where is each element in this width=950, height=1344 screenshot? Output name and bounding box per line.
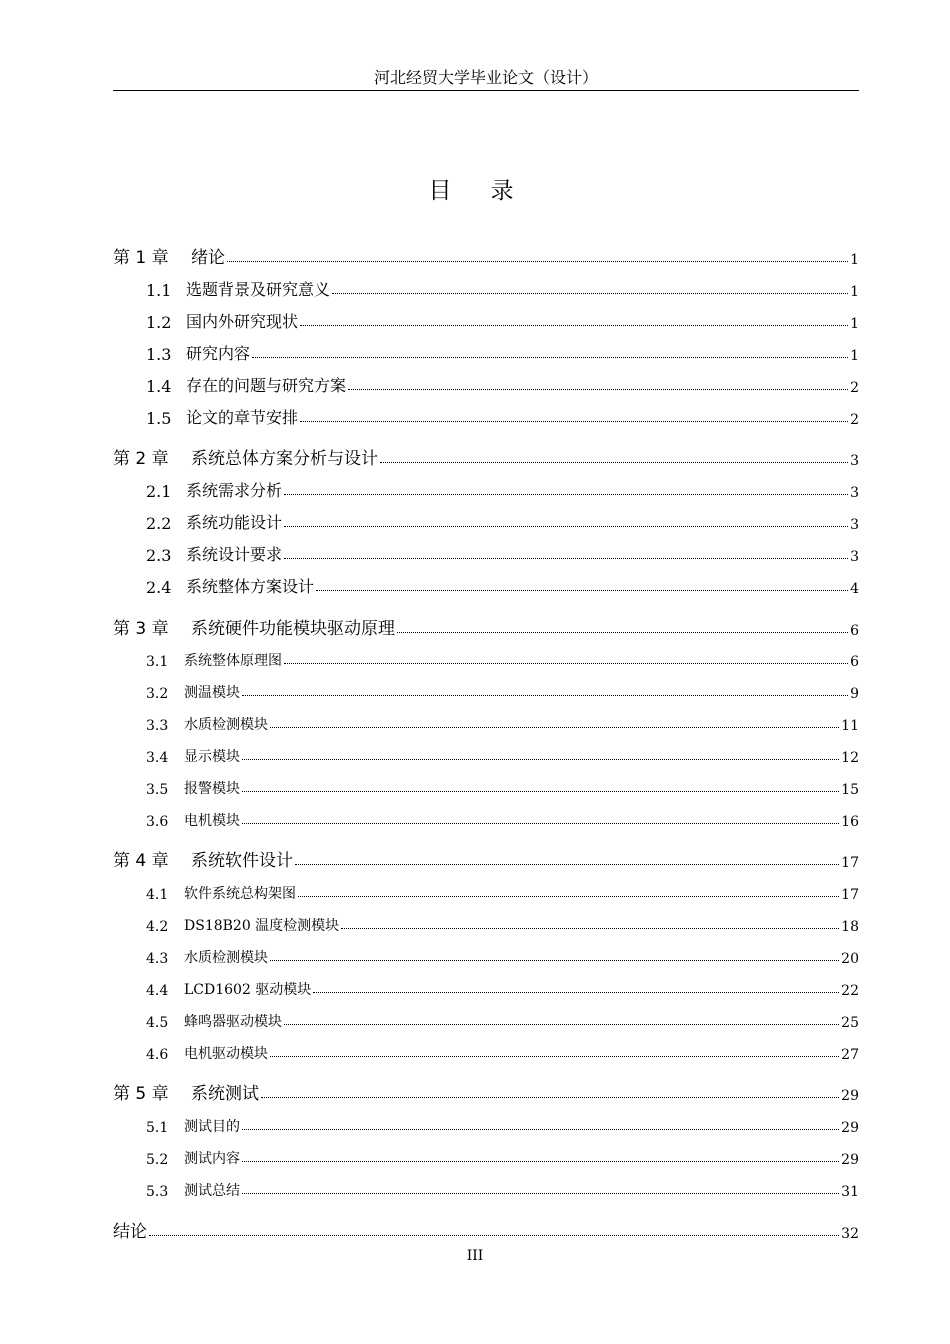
toc-entry-label: 系统设计要求 <box>186 545 283 564</box>
dot-leader <box>242 1128 839 1130</box>
toc-entry-number: 4.6 <box>146 1047 169 1063</box>
toc-entry[interactable] <box>113 370 859 396</box>
dot-leader <box>242 758 839 760</box>
toc-entry[interactable] <box>113 507 859 533</box>
toc-entry[interactable] <box>113 676 859 702</box>
toc-entry-number: 4.3 <box>146 951 169 967</box>
dot-leader <box>300 324 848 326</box>
toc-entry-label: 国内外研究现状 <box>186 312 299 331</box>
toc-entry-number: 4.1 <box>146 887 169 903</box>
toc-entry-page: 4 <box>850 581 859 597</box>
toc-entry[interactable] <box>113 1078 859 1104</box>
toc-entry-number: 5.3 <box>146 1184 169 1200</box>
toc-entry[interactable] <box>113 1216 859 1242</box>
toc-entry[interactable] <box>113 475 859 501</box>
toc-entry[interactable] <box>113 1142 859 1168</box>
dot-leader <box>242 822 839 824</box>
toc-entry-page: 6 <box>850 623 859 639</box>
toc-entry-page: 3 <box>850 549 859 565</box>
toc-entry-number: 4.2 <box>146 919 169 935</box>
toc-entry[interactable] <box>113 402 859 428</box>
toc-entry-label: DS18B20 温度检测模块 <box>184 918 340 934</box>
toc-entry-label: 测温模块 <box>184 685 240 701</box>
toc-entry-page: 1 <box>850 284 859 300</box>
toc-entry-label: 测试内容 <box>184 1151 240 1167</box>
toc-entry[interactable] <box>113 740 859 766</box>
dot-leader <box>300 420 848 422</box>
toc-entry[interactable] <box>113 941 859 967</box>
toc-entry-label: 系统软件设计 <box>191 851 293 871</box>
toc-entry-page: 15 <box>841 782 859 798</box>
dot-leader <box>270 726 839 728</box>
toc-entry-label: 研究内容 <box>186 344 251 363</box>
toc-entry-label: 系统测试 <box>191 1084 259 1104</box>
dot-leader <box>242 1160 839 1162</box>
toc-entry[interactable] <box>113 708 859 734</box>
toc-entry-number: 3.1 <box>146 654 169 670</box>
toc-entry-label: 选题背景及研究意义 <box>186 280 331 299</box>
toc-entry-page: 29 <box>841 1088 859 1104</box>
toc-title: 目 录 <box>428 178 522 204</box>
toc-entry-label: 系统功能设计 <box>186 513 283 532</box>
dot-leader <box>242 790 839 792</box>
toc-entry-number: 3.3 <box>146 718 169 734</box>
toc-entry-number: 1.2 <box>146 313 172 332</box>
toc-entry-label: 存在的问题与研究方案 <box>186 376 347 395</box>
dot-leader <box>316 589 848 591</box>
toc-entry-page: 1 <box>850 316 859 332</box>
toc-entry-number: 2.3 <box>146 546 172 565</box>
toc-entry-page: 9 <box>850 686 859 702</box>
toc-entry[interactable] <box>113 443 859 469</box>
toc-entry-page: 11 <box>841 718 859 734</box>
dot-leader <box>341 927 839 929</box>
toc-entry-label: 报警模块 <box>184 781 240 797</box>
dot-leader <box>284 493 848 495</box>
toc-entry[interactable] <box>113 804 859 830</box>
toc-entry-page: 22 <box>841 983 859 999</box>
toc-entry-label: LCD1602 驱动模块 <box>184 982 312 998</box>
dot-leader <box>332 292 848 294</box>
dot-leader <box>284 557 848 559</box>
toc-entry[interactable] <box>113 539 859 565</box>
toc-entry[interactable] <box>113 973 859 999</box>
running-header: 河北经贸大学毕业论文（设计） <box>373 68 598 87</box>
toc-entry-page: 29 <box>841 1120 859 1136</box>
dot-leader <box>261 1096 839 1098</box>
toc-entry[interactable] <box>113 845 859 871</box>
toc-entry-label: 蜂鸣器驱动模块 <box>184 1014 282 1030</box>
toc-entry-label: 水质检测模块 <box>184 950 268 966</box>
dot-leader <box>295 863 839 865</box>
toc-entry-number: 1.1 <box>146 281 172 300</box>
toc-entry-number: 第 1 章 <box>113 248 169 268</box>
toc-entry[interactable] <box>113 571 859 597</box>
toc-entry[interactable] <box>113 1037 859 1063</box>
dot-leader <box>242 694 848 696</box>
toc-entry-number: 1.5 <box>146 409 172 428</box>
toc-entry[interactable] <box>113 772 859 798</box>
toc-entry-number: 3.5 <box>146 782 169 798</box>
toc-entry-page: 20 <box>841 951 859 967</box>
toc-entry[interactable] <box>113 338 859 364</box>
toc-entry-page: 2 <box>850 380 859 396</box>
toc-entry[interactable] <box>113 909 859 935</box>
toc-entry-label: 测试总结 <box>184 1183 240 1199</box>
toc-entry-number: 3.2 <box>146 686 169 702</box>
dot-leader <box>270 1055 839 1057</box>
toc-entry-label: 电机模块 <box>184 813 240 829</box>
toc-entry-page: 27 <box>841 1047 859 1063</box>
toc-entry-label: 论文的章节安排 <box>186 408 299 427</box>
toc-entry-page: 2 <box>850 412 859 428</box>
toc-entry[interactable] <box>113 306 859 332</box>
toc-entry-number: 第 3 章 <box>113 619 169 639</box>
toc-entry-number: 4.4 <box>146 983 169 999</box>
toc-entry-label: 系统整体原理图 <box>184 653 282 669</box>
dot-leader <box>313 991 839 993</box>
toc-entry-page: 3 <box>850 453 859 469</box>
toc-entry-label: 系统整体方案设计 <box>186 577 315 596</box>
toc-entry-number: 5.2 <box>146 1152 169 1168</box>
dot-leader <box>397 631 848 633</box>
toc-entry[interactable] <box>113 274 859 300</box>
dot-leader <box>380 461 848 463</box>
dot-leader <box>252 356 848 358</box>
toc-entry-page: 12 <box>841 750 859 766</box>
toc-entry[interactable] <box>113 242 859 268</box>
toc-entry-page: 1 <box>850 348 859 364</box>
toc-entry-label: 显示模块 <box>184 749 240 765</box>
dot-leader <box>284 662 848 664</box>
toc-entry-number: 第 2 章 <box>113 449 169 469</box>
dot-leader <box>227 260 848 262</box>
toc-entry[interactable] <box>113 1174 859 1200</box>
toc-entry[interactable] <box>113 613 859 639</box>
toc-entry-page: 16 <box>841 814 859 830</box>
toc-entry-number: 5.1 <box>146 1120 169 1136</box>
toc-entry-number: 第 4 章 <box>113 851 169 871</box>
toc-entry-label: 电机驱动模块 <box>184 1046 268 1062</box>
toc-entry-label: 系统总体方案分析与设计 <box>191 449 378 469</box>
toc-entry-number: 1.3 <box>146 345 172 364</box>
toc-entry[interactable] <box>113 1110 859 1136</box>
dot-leader <box>242 1192 839 1194</box>
dot-leader <box>298 895 839 897</box>
toc-entry-number: 2.1 <box>146 482 172 501</box>
toc-entry[interactable] <box>113 877 859 903</box>
toc-entry-label: 水质检测模块 <box>184 717 268 733</box>
toc-entry-page: 6 <box>850 654 859 670</box>
header-rule <box>113 90 859 91</box>
toc-entry-page: 17 <box>841 887 859 903</box>
toc-entry[interactable] <box>113 1005 859 1031</box>
toc-entry-page: 25 <box>841 1015 859 1031</box>
toc-entry-page: 29 <box>841 1152 859 1168</box>
toc-entry-number: 2.4 <box>146 578 172 597</box>
toc-entry-page: 32 <box>841 1226 859 1242</box>
toc-entry-number: 2.2 <box>146 514 172 533</box>
dot-leader <box>284 525 848 527</box>
dot-leader <box>149 1234 839 1236</box>
toc-entry-page: 3 <box>850 485 859 501</box>
toc-entry-page: 17 <box>841 855 859 871</box>
page-number: III <box>466 1248 484 1264</box>
toc-entry-number: 4.5 <box>146 1015 169 1031</box>
toc-entry-number: 第 5 章 <box>113 1084 169 1104</box>
toc-entry-label: 软件系统总构架图 <box>184 886 296 902</box>
toc-entry-label: 测试目的 <box>184 1119 240 1135</box>
toc-entry-label: 系统硬件功能模块驱动原理 <box>191 619 395 639</box>
toc-entry-number: 1.4 <box>146 377 172 396</box>
toc-entry[interactable] <box>113 644 859 670</box>
toc-entry-label: 系统需求分析 <box>186 481 283 500</box>
dot-leader <box>284 1023 839 1025</box>
toc-entry-page: 3 <box>850 517 859 533</box>
toc-entry-page: 31 <box>841 1184 859 1200</box>
toc-entry-number: 3.4 <box>146 750 169 766</box>
toc-entry-page: 18 <box>841 919 859 935</box>
dot-leader <box>348 388 848 390</box>
toc-entry-label: 结论 <box>113 1222 147 1242</box>
toc-entry-label: 绪论 <box>191 248 225 268</box>
dot-leader <box>270 959 839 961</box>
toc-entry-page: 1 <box>850 252 859 268</box>
toc-entry-number: 3.6 <box>146 814 169 830</box>
